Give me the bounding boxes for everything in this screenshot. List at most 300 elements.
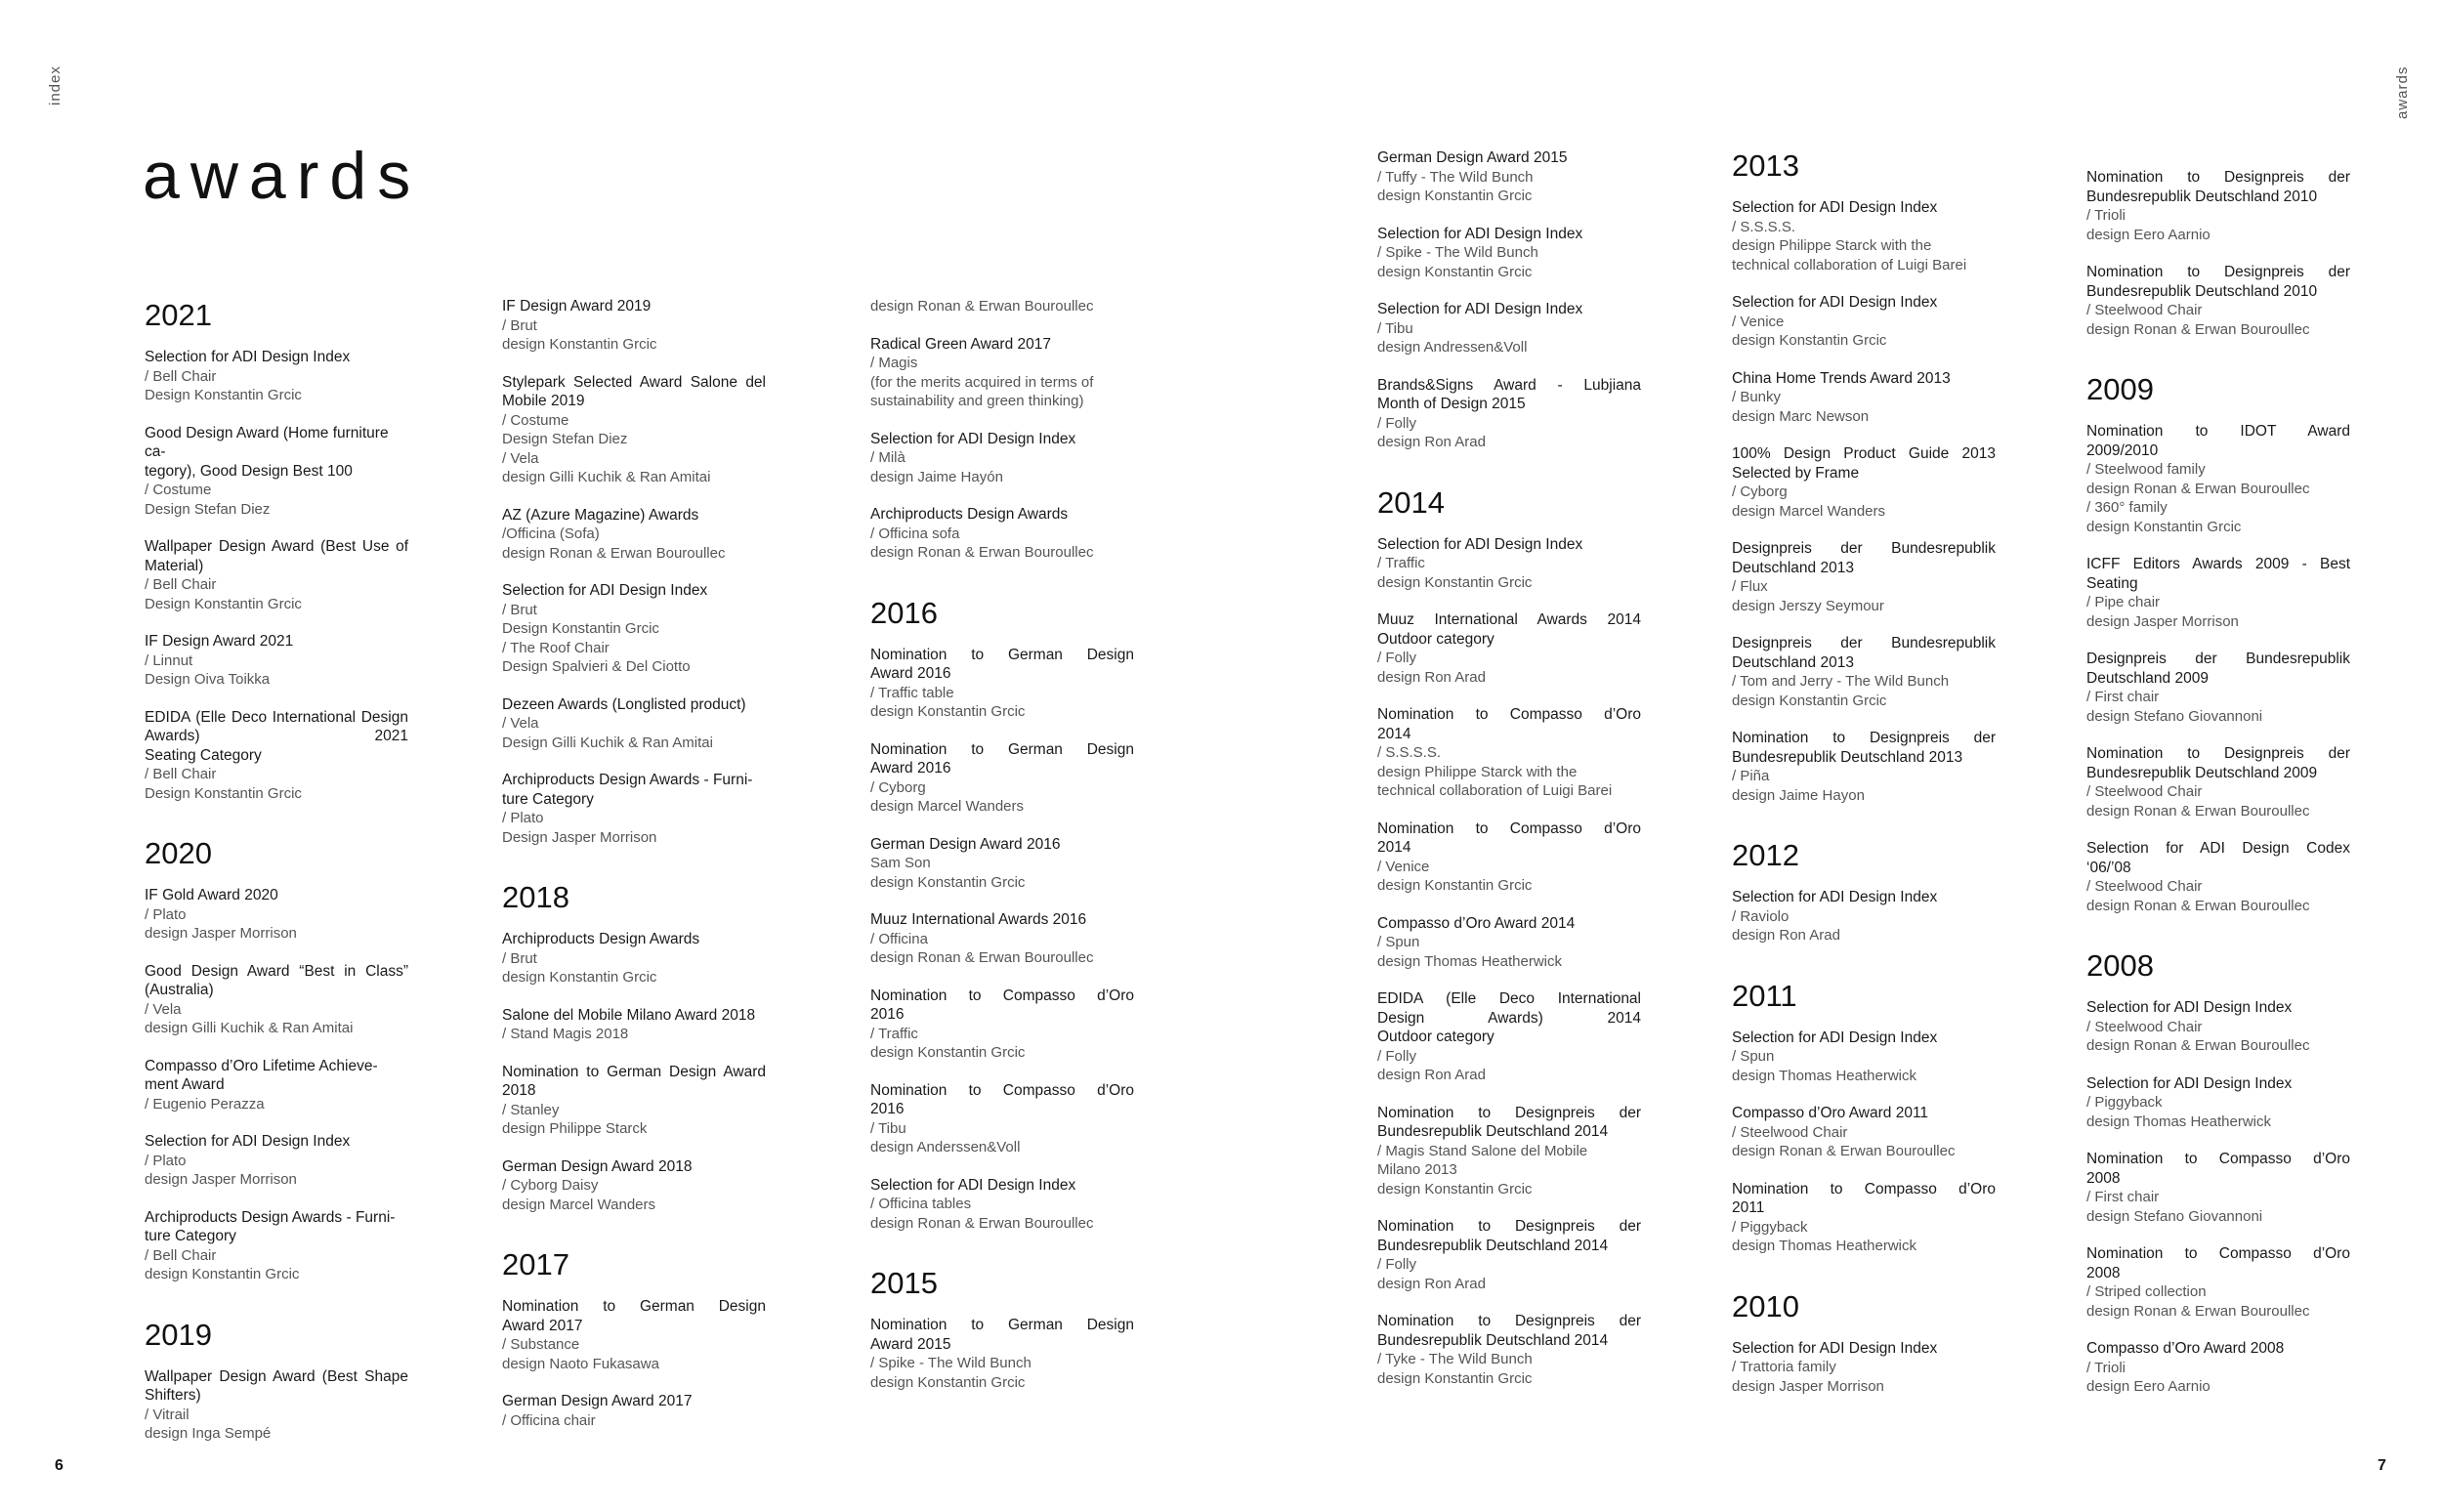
award-detail: / Vela — [502, 449, 539, 467]
award-title: Nomination to Designpreis der — [2086, 745, 2350, 762]
award-detail: / Brut — [502, 601, 537, 618]
award-title: China Home Trends Award 2013 — [1732, 369, 1951, 387]
award-detail: / Trioli — [2086, 1359, 2126, 1376]
award-detail: design Konstantin Grcic — [1377, 263, 1533, 280]
award-detail: / First chair — [2086, 689, 2160, 705]
award-entry — [145, 886, 408, 944]
year-heading: 2012 — [1732, 838, 1799, 872]
award-title: Salone del Mobile Milano Award 2018 — [502, 1006, 756, 1024]
award-entry — [1732, 369, 1996, 427]
award-detail: sustainability and green thinking) — [870, 393, 1084, 409]
award-entry — [502, 373, 766, 487]
award-entry — [1732, 198, 1996, 274]
award-title: Selection for ADI Design Index — [1377, 225, 1583, 242]
award-entry — [2086, 1150, 2350, 1226]
award-title: EDIDA (Elle Deco International Design — [145, 708, 408, 726]
award-title: ment Award — [145, 1076, 225, 1093]
award-title: Award 2016 — [870, 760, 951, 777]
award-detail: design Jaime Hayón — [870, 468, 1003, 485]
award-title: Nomination to IDOT Award — [2086, 423, 2350, 440]
award-title: Nomination to Designpreis der — [1377, 1313, 1641, 1329]
award-entry — [502, 1063, 766, 1139]
award-title: Deutschland 2013 — [1732, 653, 1854, 671]
award-title: Selection for ADI Design Index — [2086, 1074, 2293, 1092]
award-title: Bundesrepublik Deutschland 2014 — [1377, 1237, 1609, 1254]
award-title: Nomination to Compasso d’Oro — [1732, 1180, 1996, 1197]
award-detail: design Jasper Morrison — [1732, 1377, 1884, 1395]
award-entry — [502, 581, 766, 677]
award-entry — [1732, 888, 1996, 945]
award-title: Selection for ADI Design Index — [870, 1176, 1076, 1194]
award-detail: design Marc Newson — [1732, 407, 1870, 425]
award-title: Shifters) — [145, 1387, 201, 1404]
award-detail: / First chair — [2086, 1189, 2160, 1205]
award-title: (Australia) — [145, 982, 214, 998]
award-detail: design Ronan & Erwan Bouroullec — [2086, 1037, 2310, 1054]
award-title: Wallpaper Design Award (Best Shape — [145, 1367, 408, 1385]
page-number-right: 7 — [2378, 1457, 2386, 1474]
award-detail: design Konstantin Grcic — [502, 336, 657, 353]
award-title: Nomination to German Design — [870, 1317, 1134, 1333]
award-detail: / Vela — [145, 1000, 182, 1018]
award-detail: / Steelwood Chair — [2086, 878, 2203, 895]
side-label-index: index — [47, 65, 63, 105]
award-detail: design Ron Arad — [1732, 927, 1840, 944]
award-title: Wallpaper Design Award (Best Use of — [145, 538, 408, 555]
award-title: Nomination to Compasso d’Oro — [2086, 1151, 2350, 1167]
award-detail: / Venice — [1377, 858, 1430, 875]
award-detail: / Steelwood Chair — [2086, 1018, 2203, 1035]
award-entry — [1377, 1104, 1641, 1199]
award-title: Month of Design 2015 — [1377, 396, 1526, 412]
awards-column-2 — [502, 297, 766, 1449]
award-detail: design Jasper Morrison — [2086, 612, 2239, 630]
award-entry — [2086, 998, 2350, 1056]
award-detail: design Ron Arad — [1377, 1275, 1486, 1292]
award-detail: / Brut — [502, 316, 537, 334]
award-title: ICFF Editors Awards 2009 - Best — [2086, 556, 2350, 572]
award-detail: Design Konstantin Grcic — [145, 595, 302, 612]
award-detail: / Striped collection — [2086, 1283, 2207, 1300]
award-detail: / Steelwood Chair — [2086, 783, 2203, 800]
award-entry — [2086, 1339, 2350, 1397]
award-title: Archiproducts Design Awards - Furni- — [145, 1208, 396, 1226]
award-title: Nomination to German Design Award — [502, 1063, 766, 1080]
award-title: Outdoor category — [1377, 1029, 1495, 1045]
award-detail: design Konstantin Grcic — [1377, 188, 1533, 204]
award-title: Mobile 2019 — [502, 393, 585, 409]
award-title: Selection for ADI Design Index — [870, 430, 1076, 447]
award-title: Selection for ADI Design Index — [1732, 294, 1938, 311]
year-heading: 2017 — [502, 1247, 569, 1281]
award-entry — [2086, 168, 2350, 244]
award-detail: /Officina (Sofa) — [502, 525, 600, 542]
award-title: Outdoor category — [1377, 630, 1495, 648]
award-detail: design Ron Arad — [1377, 1067, 1486, 1083]
award-detail: / Bell Chair — [145, 766, 217, 782]
award-entry — [1732, 1029, 1996, 1086]
award-title: Good Design Award “Best in Class” — [145, 962, 408, 980]
award-entry — [1732, 1104, 1996, 1161]
award-title: 2011 — [1732, 1199, 1765, 1216]
award-detail: / Stanley — [502, 1101, 560, 1118]
award-title: Selection for ADI Design Index — [145, 1133, 351, 1150]
award-title: Compasso d’Oro Award 2008 — [2086, 1340, 2285, 1357]
award-detail: / Trattoria family — [1732, 1359, 1836, 1375]
award-detail: / Spike - The Wild Bunch — [1377, 244, 1538, 261]
award-entry — [2086, 1244, 2350, 1321]
award-title: Nomination to Designpreis der — [2086, 169, 2350, 186]
award-detail: / Piggyback — [1732, 1218, 1808, 1236]
award-title: Material) — [145, 557, 204, 574]
award-detail: design Stefano Giovannoni — [2086, 707, 2263, 725]
award-detail: design Ronan & Erwan Bouroullec — [2086, 802, 2310, 819]
year-heading: 2010 — [1732, 1288, 1799, 1323]
award-title: Brands&Signs Award - Lubjiana — [1377, 376, 1641, 394]
award-entry — [1377, 300, 1641, 357]
year-heading: 2016 — [870, 595, 938, 630]
award-detail: Design Spalvieri & Del Ciotto — [502, 658, 691, 675]
award-title: Selection for ADI Design Index — [2086, 999, 2293, 1016]
award-detail: design Konstantin Grcic — [1377, 573, 1533, 591]
award-detail: design Philippe Starck with the — [1732, 237, 1932, 254]
award-detail: design Andressen&Voll — [1377, 339, 1528, 356]
award-detail: design Konstantin Grcic — [870, 1044, 1026, 1061]
award-title: Nomination to Compasso d’Oro — [2086, 1245, 2350, 1262]
award-detail: Sam Son — [870, 855, 931, 871]
award-detail: / Bell Chair — [145, 1246, 217, 1264]
awards-column-1 — [145, 298, 408, 1462]
year-heading: 2018 — [502, 880, 569, 914]
award-detail: / Venice — [1732, 313, 1785, 330]
award-title: Selection for ADI Design Index — [145, 349, 351, 365]
award-entry — [145, 1132, 408, 1190]
award-title: ture Category — [502, 790, 594, 808]
award-detail: design Ronan & Erwan Bouroullec — [2086, 480, 2310, 497]
award-detail: design Gilli Kuchik & Ran Amitai — [145, 1020, 354, 1036]
award-entry — [1377, 376, 1641, 452]
award-detail: design Eero Aarnio — [2086, 226, 2210, 243]
award-title: Designpreis der Bundesrepublik — [1732, 635, 1996, 651]
award-title: Selection for ADI Design Codex — [2086, 840, 2350, 857]
award-detail: / Vitrail — [145, 1406, 189, 1423]
award-detail: design Anderssen&Voll — [870, 1139, 1021, 1155]
award-title: Nomination to Designpreis der — [1377, 1104, 1641, 1121]
award-entry — [1377, 610, 1641, 687]
award-detail: / Folly — [1377, 650, 1417, 666]
award-entry — [2086, 1074, 2350, 1132]
award-title: IF Gold Award 2020 — [145, 887, 278, 903]
award-detail: / Piña — [1732, 768, 1770, 784]
award-detail: Design Konstantin Grcic — [145, 784, 302, 802]
award-title: 100% Design Product Guide 2013 — [1732, 445, 1996, 462]
award-title: Bundesrepublik Deutschland 2009 — [2086, 764, 2318, 781]
award-detail: design Konstantin Grcic — [502, 969, 657, 986]
award-detail: / Folly — [1377, 1256, 1417, 1273]
award-entry — [145, 1208, 408, 1284]
award-entry — [502, 1392, 766, 1430]
award-detail: / S.S.S.S. — [1377, 744, 1442, 761]
award-detail: design Ronan & Erwan Bouroullec — [2086, 1302, 2310, 1320]
award-title: Deutschland 2013 — [1732, 559, 1854, 576]
award-detail: Design Stefan Diez — [145, 500, 271, 518]
award-detail: technical collaboration of Luigi Barei — [1377, 782, 1613, 799]
award-detail: / Officina chair — [502, 1411, 596, 1429]
award-entry — [502, 297, 766, 355]
award-entry — [145, 1367, 408, 1444]
award-detail: design Jerszy Seymour — [1732, 597, 1884, 614]
year-heading: 2014 — [1377, 484, 1445, 520]
award-detail: Design Konstantin Grcic — [502, 620, 659, 637]
award-title: Good Design Award (Home furniture ca- — [145, 424, 389, 460]
award-title: German Design Award 2015 — [1377, 149, 1568, 166]
award-detail: design Thomas Heatherwick — [1377, 952, 1562, 970]
award-title: IF Design Award 2019 — [502, 298, 652, 315]
award-detail: / Bell Chair — [145, 576, 217, 593]
award-title: AZ (Azure Magazine) Awards — [502, 506, 699, 524]
award-detail: design Ron Arad — [1377, 434, 1486, 450]
award-detail: design Ronan & Erwan Bouroullec — [2086, 320, 2310, 338]
award-entry — [502, 695, 766, 753]
award-detail: / Spun — [1377, 934, 1420, 950]
awards-column-3 — [870, 297, 1134, 1410]
award-detail: design Konstantin Grcic — [1377, 1369, 1533, 1387]
award-entry — [145, 632, 408, 690]
year-heading: 2013 — [1732, 148, 1799, 183]
award-detail: / Officina — [870, 930, 928, 947]
award-detail: Design Jasper Morrison — [502, 828, 657, 846]
award-title: Nomination to German Design — [870, 740, 1134, 758]
awards-column-4 — [1377, 148, 1641, 1407]
award-detail: design Ronan & Erwan Bouroullec — [870, 1214, 1094, 1232]
award-entry — [870, 430, 1134, 487]
award-title: Radical Green Award 2017 — [870, 335, 1051, 353]
award-detail: design Ron Arad — [1377, 668, 1486, 686]
page-title: awards — [143, 139, 422, 213]
award-detail: design Jasper Morrison — [145, 925, 297, 942]
award-entry — [1377, 148, 1641, 206]
award-entry — [502, 506, 766, 564]
award-detail: (for the merits acquired in terms of — [870, 373, 1094, 391]
award-detail: / Piggyback — [2086, 1094, 2163, 1111]
page-number-left: 6 — [55, 1457, 63, 1474]
award-entry — [870, 910, 1134, 968]
year-heading: 2015 — [870, 1266, 938, 1300]
award-detail: / Substance — [502, 1336, 580, 1353]
award-detail: design Konstantin Grcic — [870, 1373, 1026, 1391]
award-detail: design Ronan & Erwan Bouroullec — [870, 544, 1094, 561]
award-title: IF Design Award 2021 — [145, 633, 294, 650]
award-entry — [145, 962, 408, 1038]
award-detail: technical collaboration of Luigi Barei — [1732, 256, 1967, 273]
award-detail: design Jaime Hayon — [1732, 786, 1865, 804]
award-title: Compasso d’Oro Award 2011 — [1732, 1105, 1929, 1121]
award-detail: / Bell Chair — [145, 367, 217, 385]
award-entry — [2086, 650, 2350, 726]
award-entry — [145, 348, 408, 405]
award-title: Selection for ADI Design Index — [1732, 889, 1938, 905]
award-entry — [870, 835, 1134, 893]
award-detail: / Folly — [1377, 414, 1417, 432]
award-title: Awards) 2021 — [145, 728, 408, 744]
award-title: Seating Category — [145, 746, 262, 764]
award-title: Muuz International Awards 2016 — [870, 911, 1087, 928]
award-detail: Milano 2013 — [1377, 1161, 1457, 1178]
award-detail: design Philippe Starck — [502, 1120, 648, 1137]
award-detail: / Tyke - The Wild Bunch — [1377, 1351, 1533, 1367]
award-detail: design Ronan & Erwan Bouroullec — [1732, 1143, 1956, 1159]
award-detail: / 360° family — [2086, 499, 2168, 516]
award-detail: design Naoto Fukasawa — [502, 1355, 659, 1372]
award-detail: / Traffic — [870, 1025, 918, 1042]
award-title: ture Category — [145, 1228, 236, 1244]
award-detail: / S.S.S.S. — [1732, 218, 1796, 235]
award-title: Bundesrepublik Deutschland 2014 — [1377, 1123, 1609, 1140]
year-heading: 2009 — [2086, 372, 2154, 406]
year-heading: 2008 — [2086, 948, 2154, 983]
award-detail: design Ronan & Erwan Bouroullec — [870, 949, 1094, 966]
award-detail: / Cyborg — [1732, 483, 1788, 500]
award-title: Bundesrepublik Deutschland 2014 — [1377, 1331, 1609, 1349]
award-detail: design Konstantin Grcic — [1732, 332, 1887, 349]
award-detail: design Gilli Kuchik & Ran Amitai — [502, 469, 711, 485]
award-title: Award 2017 — [502, 1317, 583, 1334]
award-title: Compasso d’Oro Lifetime Achieve- — [145, 1057, 378, 1074]
award-entry — [502, 1006, 766, 1044]
award-detail: / Traffic table — [870, 684, 954, 701]
award-title: German Design Award 2016 — [870, 835, 1061, 853]
award-entry — [1377, 535, 1641, 593]
award-detail: / Bunky — [1732, 389, 1782, 405]
award-entry — [145, 424, 408, 520]
award-entry — [1732, 539, 1996, 615]
award-title: Designpreis der Bundesrepublik — [1732, 540, 1996, 557]
side-label-awards: awards — [2394, 65, 2411, 119]
award-entry — [1377, 914, 1641, 972]
award-title: Selection for ADI Design Index — [502, 582, 708, 599]
award-detail: design Konstantin Grcic — [145, 1266, 300, 1282]
award-entry — [870, 1316, 1134, 1392]
award-detail: / Tom and Jerry - The Wild Bunch — [1732, 673, 1950, 690]
award-title: 2014 — [1377, 725, 1411, 742]
award-detail: design Thomas Heatherwick — [1732, 1067, 1916, 1084]
award-title: Award 2015 — [870, 1335, 951, 1353]
award-entry — [1732, 1339, 1996, 1397]
award-title: Selection for ADI Design Index — [1732, 1339, 1938, 1357]
award-title: Nomination to Compasso d’Oro — [1377, 819, 1641, 837]
award-entry — [870, 646, 1134, 722]
award-title: German Design Award 2017 — [502, 1393, 693, 1409]
award-title: Selection for ADI Design Index — [1732, 1029, 1938, 1046]
award-detail: / Steelwood family — [2086, 461, 2206, 478]
award-title: Bundesrepublik Deutschland 2010 — [2086, 282, 2318, 300]
award-entry — [870, 987, 1134, 1063]
award-title: Nomination to Compasso d’Oro — [1377, 706, 1641, 723]
award-entry — [870, 740, 1134, 817]
award-title: Dezeen Awards (Longlisted product) — [502, 695, 746, 713]
award-detail: design Thomas Heatherwick — [2086, 1113, 2271, 1130]
award-entry — [1732, 634, 1996, 710]
award-entry — [1377, 705, 1641, 801]
award-detail: / Spike - The Wild Bunch — [870, 1355, 1032, 1371]
award-entry — [2086, 744, 2350, 820]
award-title: Archiproducts Design Awards — [870, 506, 1069, 523]
award-detail: design Ronan & Erwan Bouroullec — [502, 544, 726, 562]
award-title: Nomination to German Design — [870, 646, 1134, 663]
award-detail: design Konstantin Grcic — [870, 873, 1026, 891]
award-detail: design Marcel Wanders — [1732, 502, 1886, 520]
award-title: tegory), Good Design Best 100 — [145, 462, 353, 480]
award-title: Nomination to Compasso d’Oro — [870, 1081, 1134, 1099]
award-title: Nomination to Compasso d’Oro — [870, 987, 1134, 1004]
award-title: 2009/2010 — [2086, 441, 2159, 459]
award-detail: / Linnut — [145, 651, 193, 669]
award-detail: design Konstantin Grcic — [1732, 692, 1887, 709]
award-entry — [1377, 989, 1641, 1085]
award-detail: design Eero Aarnio — [2086, 1378, 2210, 1395]
award-title: Bundesrepublik Deutschland 2010 — [2086, 188, 2318, 205]
award-detail: / The Roof Chair — [502, 639, 610, 656]
award-detail: / Cyborg Daisy — [502, 1177, 599, 1194]
award-title: 2016 — [870, 1101, 905, 1117]
award-title: 2014 — [1377, 839, 1411, 856]
award-title: Nomination to Designpreis der — [1377, 1218, 1641, 1235]
award-entry — [502, 1157, 766, 1215]
award-title: Seating — [2086, 574, 2138, 592]
award-detail: Design Stefan Diez — [502, 431, 628, 447]
year-heading: 2019 — [145, 1317, 212, 1352]
award-title: Selection for ADI Design Index — [1377, 535, 1583, 553]
award-title: EDIDA (Elle Deco International — [1377, 990, 1641, 1007]
award-title: Selection for ADI Design Index — [1377, 301, 1583, 317]
year-heading: 2021 — [145, 298, 212, 332]
award-entry — [2086, 555, 2350, 631]
year-heading: 2011 — [1732, 978, 1797, 1013]
award-detail: / Costume — [502, 411, 569, 429]
award-detail: / Trioli — [2086, 207, 2126, 224]
award-title: Stylepark Selected Award Salone del — [502, 373, 766, 391]
award-detail: / Steelwood Chair — [2086, 302, 2203, 318]
award-detail: / Flux — [1732, 578, 1768, 595]
award-title: Bundesrepublik Deutschland 2013 — [1732, 748, 1963, 766]
award-entry — [145, 1057, 408, 1114]
award-entry — [1377, 1312, 1641, 1388]
award-entry — [2086, 422, 2350, 536]
award-detail: design Konstantin Grcic — [2086, 518, 2242, 535]
award-title: Award 2016 — [870, 665, 951, 682]
award-title: Nomination to German Design — [502, 1298, 766, 1315]
award-entry — [2086, 263, 2350, 339]
award-entry — [870, 297, 1134, 316]
award-detail: / Traffic — [1377, 555, 1425, 571]
award-title: Designpreis der Bundesrepublik — [2086, 651, 2350, 667]
award-detail: Design Oiva Toikka — [145, 671, 271, 688]
award-entry — [1732, 444, 1996, 521]
award-detail: design Inga Sempé — [145, 1425, 272, 1442]
award-detail: design Jasper Morrison — [145, 1171, 297, 1188]
award-title: Design Awards) 2014 — [1377, 1009, 1641, 1027]
award-title: Nomination to Designpreis der — [1732, 730, 1996, 746]
award-entry — [145, 708, 408, 804]
award-detail: design Ronan & Erwan Bouroullec — [870, 298, 1094, 315]
year-heading: 2020 — [145, 836, 212, 870]
award-detail: / Tuffy - The Wild Bunch — [1377, 168, 1534, 186]
award-detail: Design Gilli Kuchik & Ran Amitai — [502, 734, 713, 751]
award-detail: Design Konstantin Grcic — [145, 387, 302, 403]
award-detail: / Folly — [1377, 1047, 1417, 1065]
award-title: Muuz International Awards 2014 — [1377, 611, 1641, 628]
award-entry — [1732, 729, 1996, 805]
